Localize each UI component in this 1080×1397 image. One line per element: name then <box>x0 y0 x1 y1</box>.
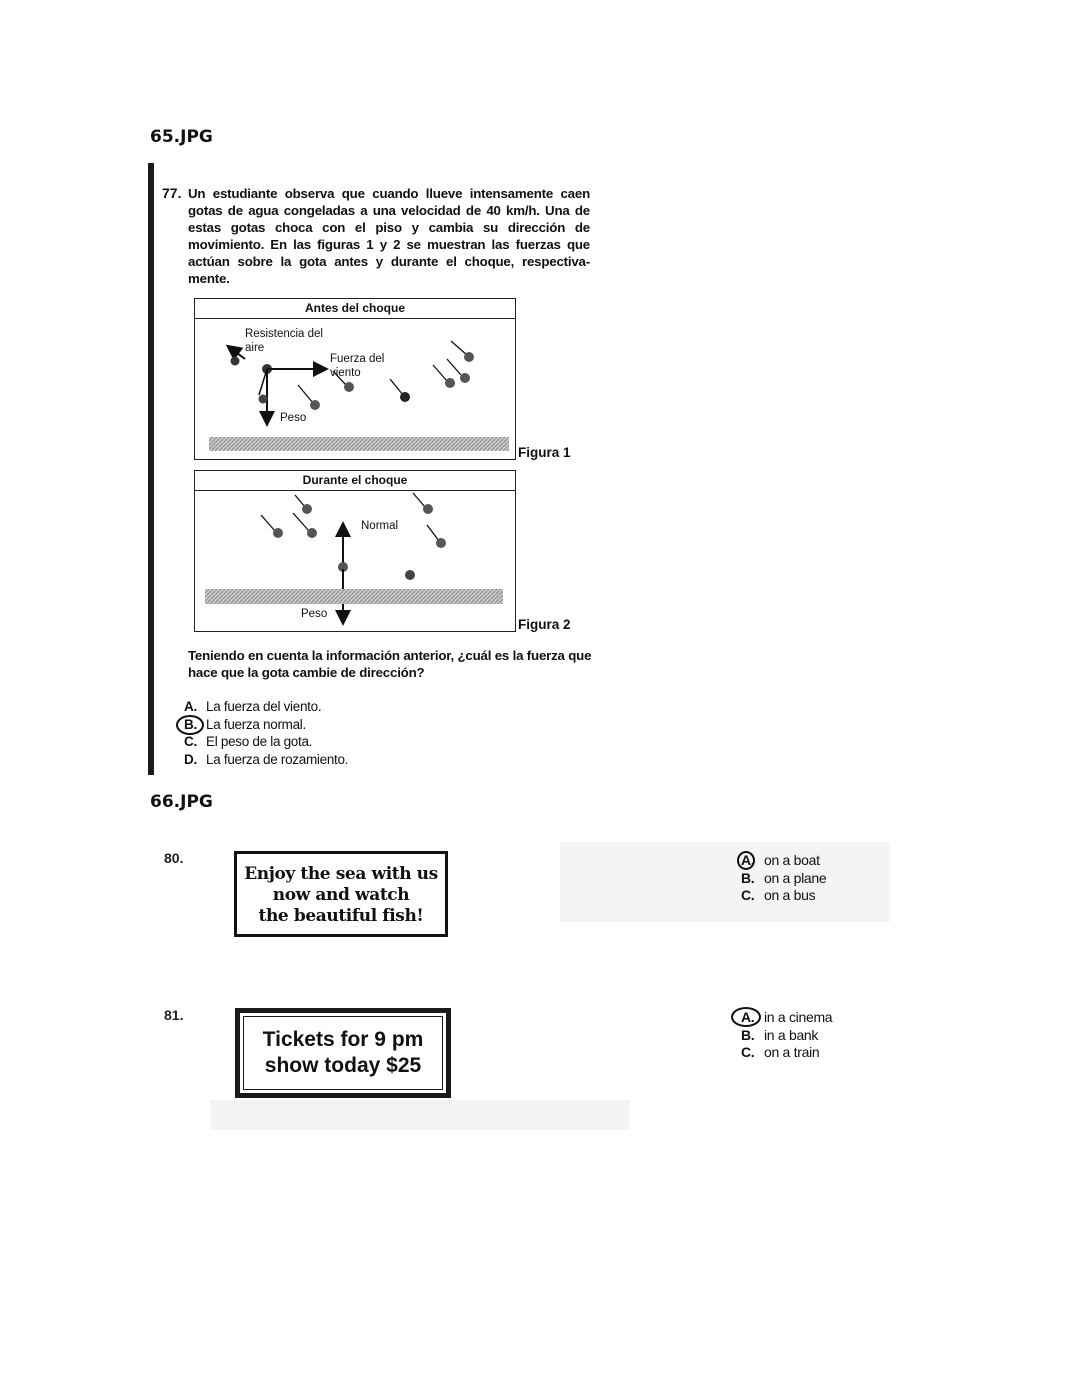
question-81-number: 81. <box>164 1007 184 1023</box>
label-wind-force-2: viento <box>330 367 361 379</box>
question-77-number: 77. <box>162 185 182 201</box>
option-b: B. La fuerza normal. <box>184 716 348 734</box>
label-air-resistance-1: Resistencia del <box>245 328 323 340</box>
option-a: A. on a boat <box>741 852 820 868</box>
question-77-text: Un estudiante observa que cuando llueve intensamente caen gotas de agua congeladas a una velocidad de 40 km/h. Una de estas gotas choca con el piso y cambia su dirección de movimiento. En las figuras 1 y 2 se muestran las fuerzas que actúan sobre la gota antes y durante el choque, respectiva-mente. <box>188 186 590 286</box>
question-80-number: 80. <box>164 850 184 866</box>
figure-2-drawing <box>195 491 515 631</box>
sign-line-3: the beautiful fish! <box>258 906 424 926</box>
figure-2 <box>194 470 516 632</box>
label-wind-force-1: Fuerza del <box>330 353 385 365</box>
option-d: D. La fuerza de rozamiento. <box>184 751 349 767</box>
heading-65: 65.JPG <box>150 127 213 147</box>
sign-line-1: Enjoy the sea with us <box>244 864 438 884</box>
option-a: A. in a cinema <box>741 1009 833 1025</box>
figure-2-label: Figura 2 <box>518 617 571 632</box>
scan-65-image <box>148 163 608 775</box>
question-77-options <box>184 698 348 768</box>
sign-tickets <box>235 1008 451 1098</box>
option-c: C. El peso de la gota. <box>184 734 313 749</box>
option-b: B. in a bank <box>741 1026 819 1043</box>
question-80-options <box>741 852 826 905</box>
label-normal: Normal <box>361 520 399 532</box>
label-air-resistance-2: aire <box>245 342 265 354</box>
figure-1-title: Antes del choque <box>195 299 515 319</box>
scan-edge-bar <box>148 163 154 775</box>
figure-1 <box>194 298 516 460</box>
option-c: C. on a bus <box>741 887 816 903</box>
question-77-prompt: Teniendo en cuenta la información anterior, ¿cuál es la fuerza que hace que la gota cambie de dirección? <box>188 648 592 680</box>
label-weight-1: Peso <box>280 412 307 424</box>
option-a: A. La fuerza del viento. <box>184 699 322 714</box>
sign-line-1: Tickets for 9 pm <box>262 1028 424 1051</box>
heading-66: 66.JPG <box>150 792 213 812</box>
figure-2-title: Durante el choque <box>195 471 515 491</box>
sign-sea-fish <box>234 851 448 937</box>
scan-smudge <box>210 1100 630 1130</box>
option-c: C. on a train <box>741 1044 820 1060</box>
sign-line-2: show today $25 <box>264 1054 422 1077</box>
answer-circle-mark <box>176 715 204 735</box>
figure-1-drawing <box>195 319 515 459</box>
option-b: B. on a plane <box>741 869 827 886</box>
label-weight-2: Peso <box>301 608 328 620</box>
scan-smudge <box>560 842 890 922</box>
figure-1-label: Figura 1 <box>518 445 571 460</box>
question-81-options <box>741 1009 832 1062</box>
sign-line-2: now and watch <box>272 885 410 905</box>
